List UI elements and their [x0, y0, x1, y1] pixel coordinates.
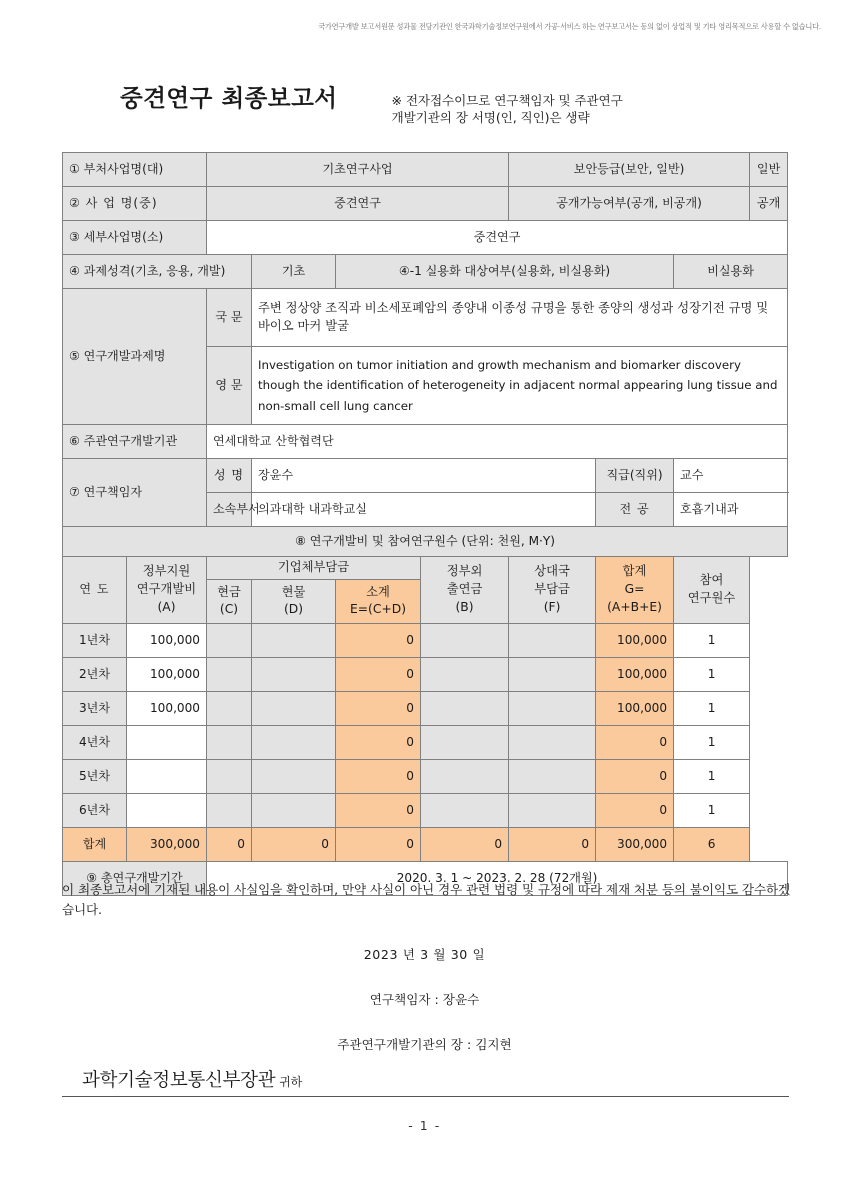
- funding-total-subtotal: 0: [336, 827, 421, 861]
- funding-nongov-3: [421, 691, 509, 725]
- partner-line2: 부담금: [534, 582, 570, 596]
- funding-inkind-6: [252, 793, 336, 827]
- total-line1: 합계: [622, 564, 647, 579]
- funding-row: [63, 691, 788, 725]
- table-row: [63, 221, 788, 255]
- gov-fund-line2: 연구개발비: [136, 582, 197, 596]
- funding-year-3: 3년차: [63, 691, 127, 725]
- funding-gov-3: 100,000: [127, 691, 207, 725]
- total-line2: G=(A+B+E): [607, 582, 662, 614]
- funding-total-total: 300,000: [596, 827, 674, 861]
- host-institution-label: ⑥ 주관연구개발기관: [63, 425, 207, 459]
- table-row: [63, 459, 788, 493]
- col-header-subtotal: [336, 579, 421, 623]
- program-name-value: 중견연구: [207, 187, 509, 221]
- funding-nongov-2: [421, 657, 509, 691]
- funding-total-label: 합계: [63, 827, 127, 861]
- table-row: [63, 527, 788, 557]
- funding-nongov-5: [421, 759, 509, 793]
- funding-partner-3: [509, 691, 596, 725]
- funding-total-5: 0: [596, 759, 674, 793]
- funding-total-cash: 0: [207, 827, 252, 861]
- nongov-line3: (B): [455, 599, 474, 614]
- funding-partner-6: [509, 793, 596, 827]
- gov-fund-line3: (A): [157, 599, 176, 614]
- funding-total-row: [63, 827, 788, 861]
- funding-cash-5: [207, 759, 252, 793]
- col-header-year: 연 도: [63, 557, 127, 624]
- funding-row: [63, 623, 788, 657]
- col-header-cash: [207, 579, 252, 623]
- funding-header-row: [63, 557, 788, 580]
- korean-title-value: 주변 정상양 조직과 비소세포폐암의 종양내 이종성 규명을 통한 종양의 생성과 성장기전 규명 및 바이오 마커 발굴: [252, 289, 788, 347]
- funding-total-nongov: 0: [421, 827, 509, 861]
- funding-nongov-4: [421, 725, 509, 759]
- funding-gov-2: 100,000: [127, 657, 207, 691]
- col-header-total: [596, 557, 674, 624]
- funding-inkind-4: [252, 725, 336, 759]
- pi-rank-label: 직급(직위): [596, 459, 674, 493]
- funding-gov-5: [127, 759, 207, 793]
- commercialization-label: ④-1 실용화 대상여부(실용화, 비실용화): [336, 255, 674, 289]
- subtotal-line2: E=(C+D): [349, 602, 407, 617]
- funding-partner-1: [509, 623, 596, 657]
- funding-row: [63, 793, 788, 827]
- cash-line1: 현금: [217, 584, 241, 599]
- pi-name-value: 장윤수: [252, 459, 596, 493]
- english-title-label: 영 문: [207, 347, 252, 425]
- korean-title-label: 국 문: [207, 289, 252, 347]
- funding-subtotal-6: 0: [336, 793, 421, 827]
- host-institution-value: 연세대학교 산학협력단: [207, 425, 788, 459]
- funding-inkind-5: [252, 759, 336, 793]
- funding-staff-4: 1: [674, 725, 750, 759]
- report-cover-table: [62, 152, 788, 896]
- funding-total-4: 0: [596, 725, 674, 759]
- ministry-program-value: 기초연구사업: [207, 153, 509, 187]
- commercialization-value: 비실용화: [674, 255, 788, 289]
- funding-cash-2: [207, 657, 252, 691]
- electronic-submission-note: [392, 92, 623, 126]
- inkind-line1: 현물: [281, 584, 306, 599]
- funding-body: [63, 623, 788, 861]
- col-header-nongov: [421, 557, 509, 624]
- pi-dept-label: 소속부서: [207, 493, 252, 527]
- funding-inkind-3: [252, 691, 336, 725]
- funding-subtotal-3: 0: [336, 691, 421, 725]
- table-row: [63, 187, 788, 221]
- col-header-partner-country: [509, 557, 596, 624]
- col-header-corporate-group: 기업체부담금: [207, 557, 421, 580]
- funding-total-1: 100,000: [596, 623, 674, 657]
- pi-dept-value: 의과대학 내과학교실: [252, 493, 596, 527]
- note-line-2: 개발기관의 장 서명(인, 직인)은 생략: [391, 110, 590, 125]
- funding-total-staff: 6: [674, 827, 750, 861]
- funding-cash-3: [207, 691, 252, 725]
- table-row: [63, 153, 788, 187]
- project-type-label: ④ 과제성격(기초, 응용, 개발): [63, 255, 252, 289]
- signature-org-head: 주관연구개발기관의 장 : 김지현: [337, 1037, 512, 1052]
- inkind-line2: (D): [283, 602, 304, 617]
- project-title-label: ⑤ 연구개발과제명: [63, 289, 207, 425]
- addressee-suffix: 귀하: [279, 1075, 302, 1089]
- detail-program-label: ③ 세부사업명(소): [63, 221, 207, 255]
- total-period-label: ⑨ 총연구개발기간: [63, 861, 207, 895]
- pi-rank-value: 교수: [674, 459, 788, 493]
- table-row: [63, 425, 788, 459]
- funding-year-1: 1년차: [63, 623, 127, 657]
- bottom-divider: [62, 1096, 789, 1097]
- staff-line1: 참여: [699, 573, 724, 588]
- funding-partner-4: [509, 725, 596, 759]
- partner-line3: (F): [543, 599, 561, 614]
- funding-cash-4: [207, 725, 252, 759]
- total-period-value: 2020. 3. 1 ~ 2023. 2. 28 (72개월): [207, 861, 788, 895]
- nongov-line2: 출연금: [446, 582, 483, 596]
- gov-fund-line1: 정부지원: [142, 564, 191, 579]
- col-header-gov-fund: [127, 557, 207, 624]
- funding-total-3: 100,000: [596, 691, 674, 725]
- program-name-label: ② 사 업 명(중): [63, 187, 207, 221]
- funding-staff-6: 1: [674, 793, 750, 827]
- funding-staff-3: 1: [674, 691, 750, 725]
- funding-inkind-2: [252, 657, 336, 691]
- funding-year-4: 4년차: [63, 725, 127, 759]
- disclosure-value: 공개: [750, 187, 788, 221]
- signature-date: 2023 년 3 월 30 일: [363, 947, 486, 962]
- col-header-inkind: [252, 579, 336, 623]
- addressee-name: 과학기술정보통신부장관: [82, 1070, 276, 1091]
- funding-total-inkind: 0: [252, 827, 336, 861]
- funding-row: [63, 725, 788, 759]
- funding-total-2: 100,000: [596, 657, 674, 691]
- table-row: [63, 255, 788, 289]
- pi-name-label: 성 명: [207, 459, 252, 493]
- note-line-1: ※ 전자접수이므로 연구책임자 및 주관연구: [391, 93, 623, 108]
- pi-label: ⑦ 연구책임자: [63, 459, 207, 527]
- funding-row: [63, 759, 788, 793]
- funding-total-6: 0: [596, 793, 674, 827]
- table-row: [63, 289, 788, 347]
- funding-gov-6: [127, 793, 207, 827]
- funding-total-partner: 0: [509, 827, 596, 861]
- funding-table-caption: ⑧ 연구개발비 및 참여연구원수 (단위: 천원, M·Y): [63, 527, 788, 557]
- staff-line2: 연구원수: [687, 590, 736, 605]
- addressee: [82, 1066, 302, 1092]
- english-title-value: Investigation on tumor initiation and growth mechanism and biomarker discovery though the identification of heterogeneity in adjacent normal appearing lung tissue and non-small cell lung cancer: [252, 347, 788, 425]
- signature-block: [0, 944, 849, 1053]
- cash-line2: (C): [219, 602, 239, 617]
- declaration-statement: 이 최종보고서에 기재된 내용이 사실임을 확인하며, 만약 사실이 아닌 경우 관련 법령 및 규정에 따라 제재 처분 등의 불이익도 감수하겠습니다.: [62, 882, 790, 918]
- funding-gov-4: [127, 725, 207, 759]
- funding-cash-1: [207, 623, 252, 657]
- page-number: - 1 -: [408, 1118, 441, 1133]
- funding-cash-6: [207, 793, 252, 827]
- funding-gov-1: 100,000: [127, 623, 207, 657]
- funding-total-gov: 300,000: [127, 827, 207, 861]
- ministry-program-label: ① 부처사업명(대): [63, 153, 207, 187]
- funding-subtotal-2: 0: [336, 657, 421, 691]
- security-grade-label: 보안등급(보안, 일반): [509, 153, 750, 187]
- funding-partner-2: [509, 657, 596, 691]
- project-type-value: 기초: [252, 255, 336, 289]
- nongov-line1: 정부외: [446, 564, 483, 579]
- funding-year-5: 5년차: [63, 759, 127, 793]
- pi-major-value: 호흡기내과: [674, 493, 788, 527]
- subtotal-line1: 소계: [366, 584, 390, 599]
- funding-staff-5: 1: [674, 759, 750, 793]
- funding-subtotal-4: 0: [336, 725, 421, 759]
- security-grade-value: 일반: [750, 153, 788, 187]
- funding-year-6: 6년차: [63, 793, 127, 827]
- funding-staff-1: 1: [674, 623, 750, 657]
- disclosure-label: 공개가능여부(공개, 비공개): [509, 187, 750, 221]
- funding-nongov-6: [421, 793, 509, 827]
- title-row: [62, 86, 787, 126]
- funding-year-2: 2년차: [63, 657, 127, 691]
- funding-inkind-1: [252, 623, 336, 657]
- pi-major-label: 전 공: [596, 493, 674, 527]
- page-title: 중견연구 최종보고서: [120, 84, 338, 112]
- detail-program-value: 중견연구: [207, 221, 788, 255]
- col-header-staff: [674, 557, 750, 624]
- signature-pi: 연구책임자 : 장윤수: [369, 992, 480, 1007]
- funding-partner-5: [509, 759, 596, 793]
- funding-nongov-1: [421, 623, 509, 657]
- copyright-notice: 국가연구개발 보고서원문 성과물 전담기관인 한국과학기술정보연구원에서 가공·서비스 하는 연구보고서는 동의 없이 상업적 및 기타 영리목적으로 사용할 수 없습니다.: [318, 22, 821, 31]
- funding-subtotal-1: 0: [336, 623, 421, 657]
- partner-line1: 상대국: [534, 564, 570, 579]
- funding-staff-2: 1: [674, 657, 750, 691]
- funding-row: [63, 657, 788, 691]
- funding-subtotal-5: 0: [336, 759, 421, 793]
